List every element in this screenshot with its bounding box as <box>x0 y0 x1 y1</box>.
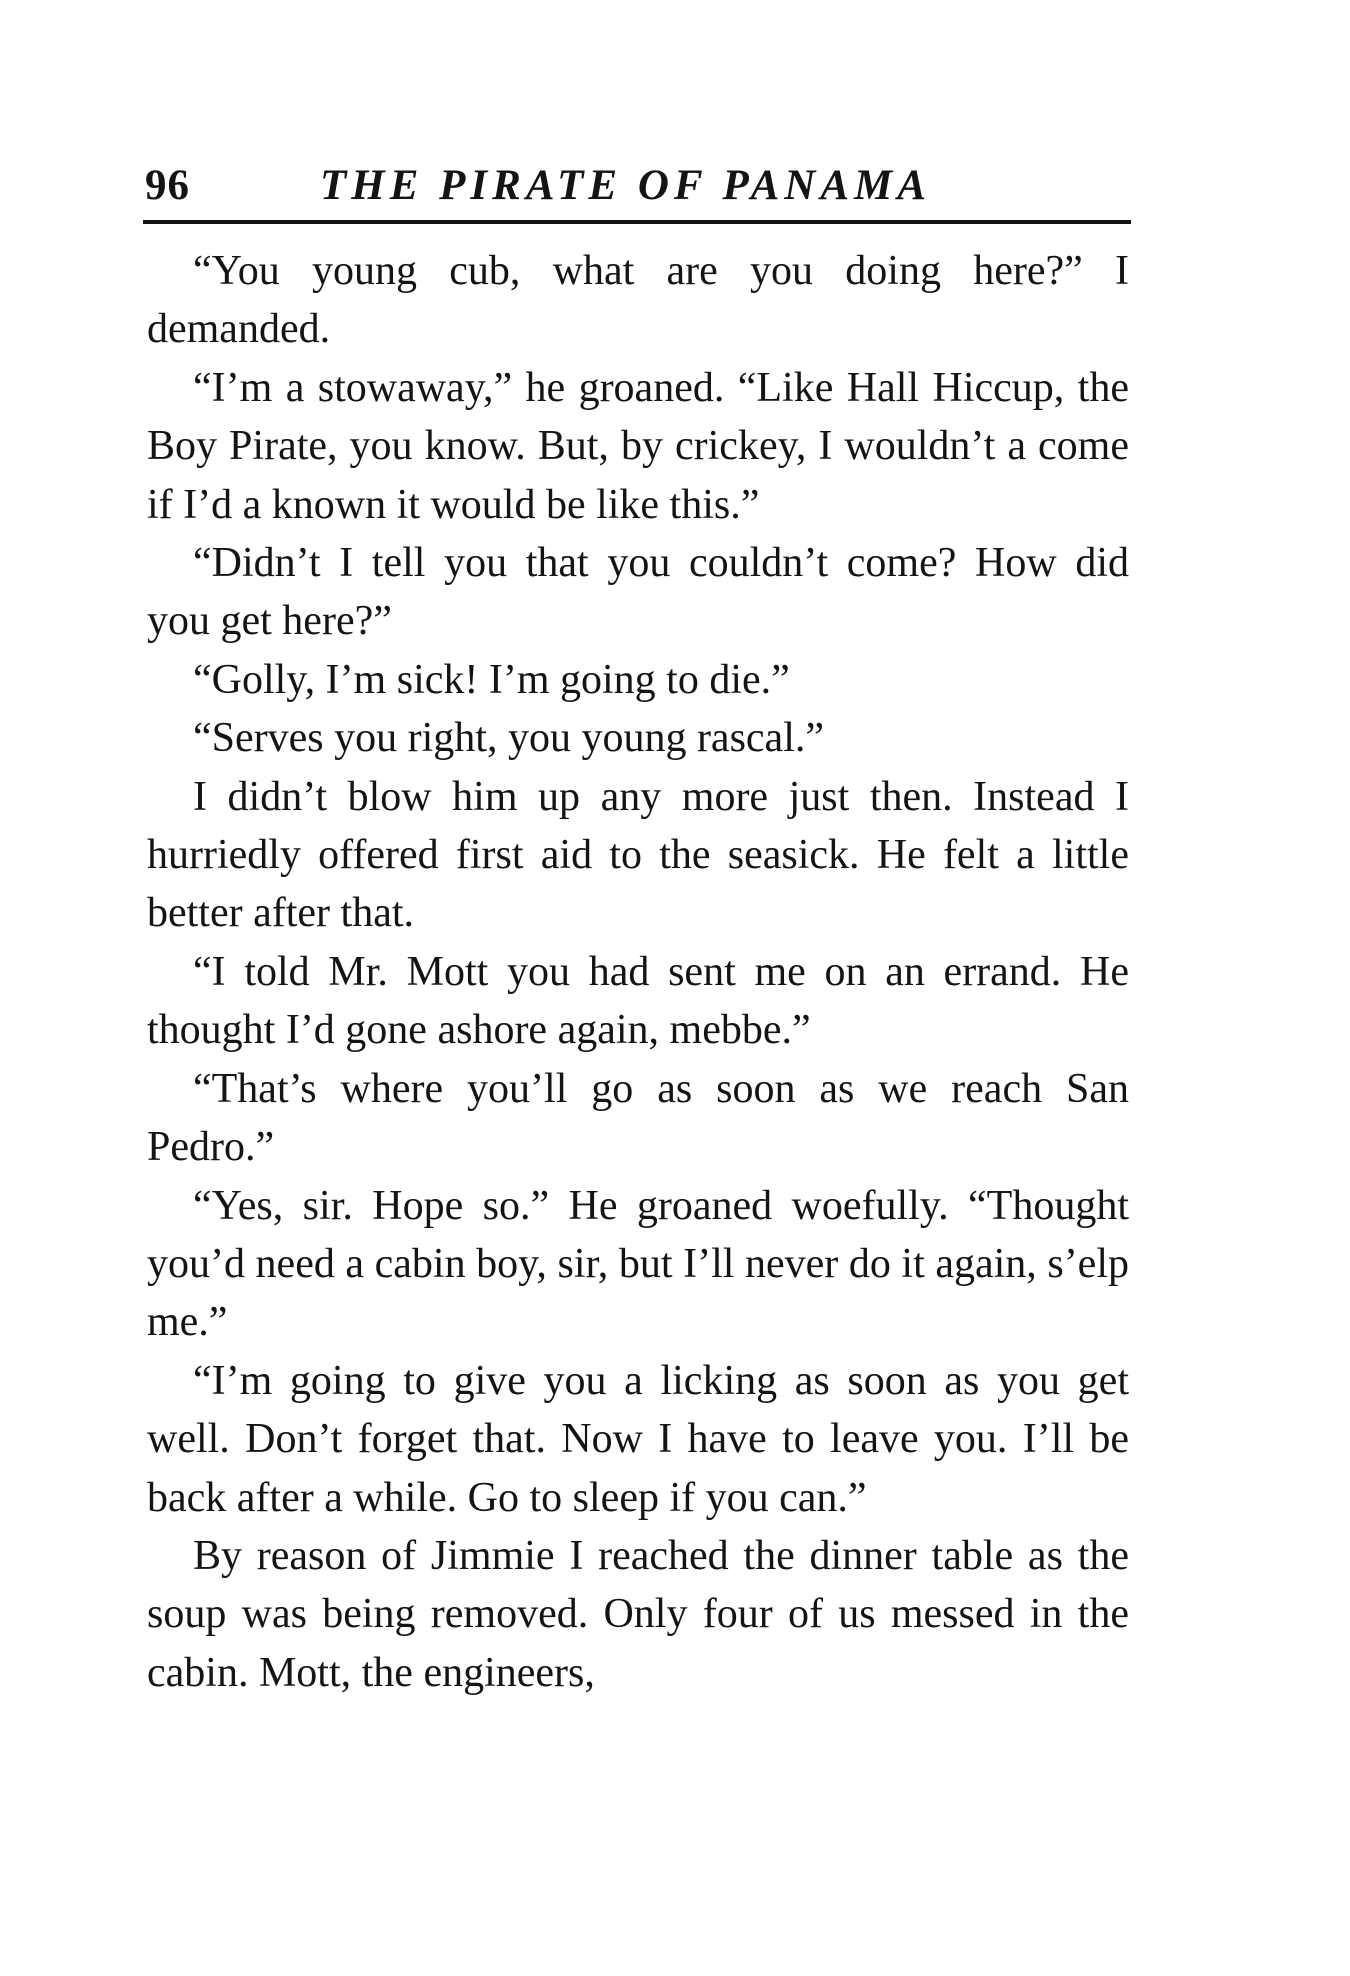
paragraph: I didn’t blow him up any more just then. Instead I hurriedly offered first aid to the seasick. He felt a little better after that. <box>147 773 1129 937</box>
body-text <box>147 242 1129 1702</box>
paragraph: “I told Mr. Mott you had sent me on an errand. He thought I’d gone ashore again, mebbe.” <box>147 948 1129 1054</box>
paragraph: “I’m going to give you a licking as soon as you get well. Don’t forget that. Now I have to leave you. I’ll be back after a while. Go to sleep if you can.” <box>147 1357 1129 1521</box>
paragraph: “Didn’t I tell you that you couldn’t come? How did you get here?” <box>147 540 1129 645</box>
header-rule <box>143 220 1131 224</box>
running-head <box>145 158 1130 214</box>
paragraph: “Yes, sir. Hope so.” He groaned woefully. “Thought you’d need a cabin boy, sir, but I’ll never do it again, s’elp me.” <box>147 1182 1129 1346</box>
paragraph: “Golly, I’m sick! I’m going to die.” <box>193 656 790 703</box>
paragraph: “Serves you right, you young rascal.” <box>193 715 825 762</box>
book-title: THE PIRATE OF PANAMA <box>320 162 931 209</box>
paragraph: “That’s where you’ll go as soon as we reach San Pedro.” <box>147 1065 1129 1171</box>
paragraph: By reason of Jimmie I reached the dinner table as the soup was being removed. Only four of us messed in the cabin. Mott, the engineers, <box>147 1532 1129 1696</box>
paragraph: “I’m a stowaway,” he groaned. “Like Hall Hiccup, the Boy Pirate, you know. But, by crickey, I wouldn’t a come if I’d a known it would be like this.” <box>147 364 1129 528</box>
page-number: 96 <box>145 162 190 209</box>
paragraph: “You young cub, what are you doing here?” I demanded. <box>147 248 1129 353</box>
